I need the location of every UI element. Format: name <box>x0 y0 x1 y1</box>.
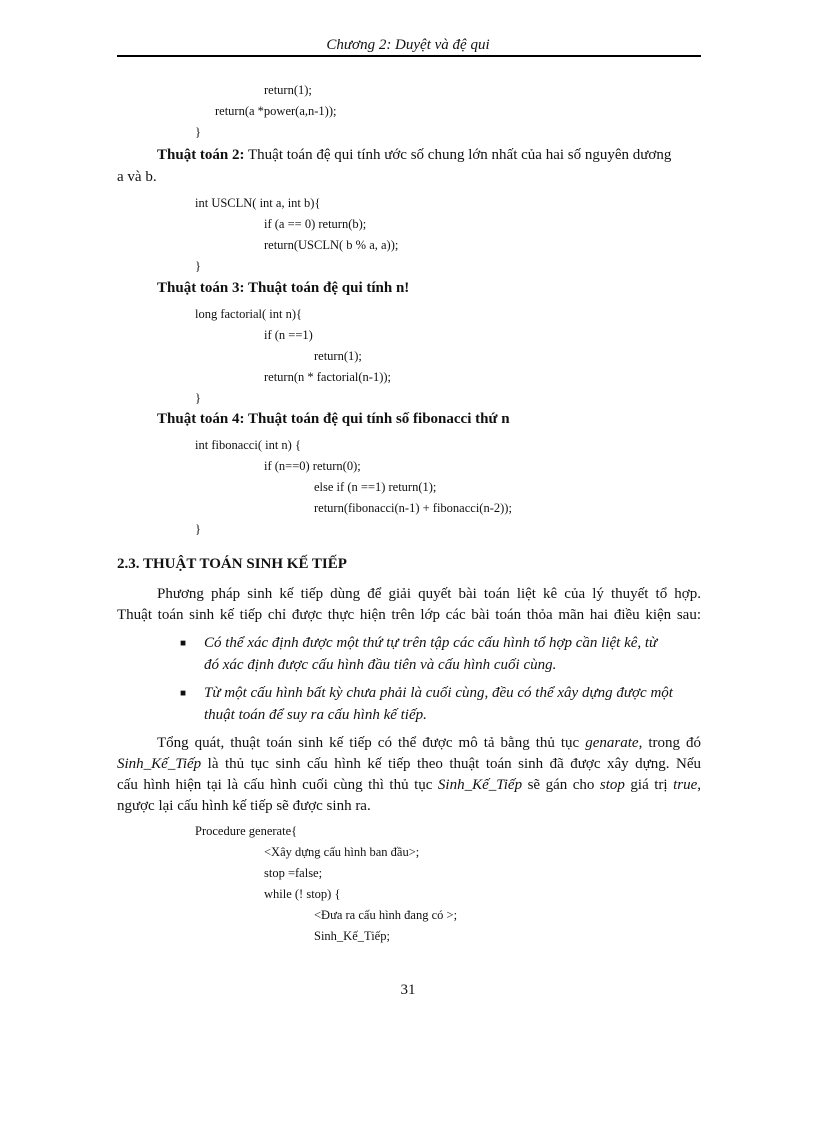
procedure-name: Sinh_Kế_Tiếp <box>437 777 523 793</box>
code-line: return(USCLN( b % a, a)); <box>264 238 399 252</box>
general-text: giá trị <box>624 777 674 793</box>
value-name: true <box>673 777 698 793</box>
algo2-desc-line1: Thuật toán đệ qui tính ước số chung lớn nhất của hai số nguyên dương <box>244 147 672 163</box>
bullet-2-line1: Từ một cấu hình bất kỳ chưa phải là cuối cùng, đều có thể xây dựng được một <box>204 685 673 701</box>
general-text: sẽ gán cho <box>522 777 600 793</box>
section-heading: 2.3. THUẬT TOÁN SINH KẾ TIẾP <box>117 556 347 572</box>
bullet-marker: ■ <box>180 638 187 649</box>
code-line: return(fibonacci(n-1) + fibonacci(n-2)); <box>314 501 512 515</box>
code-line: int USCLN( int a, int b){ <box>195 196 321 210</box>
intro-line1: Phương pháp sinh kế tiếp dùng để giải quyết bài toán liệt kê của lý thuyết tổ hợp. <box>157 586 701 602</box>
page-number: 31 <box>400 982 416 998</box>
bullet-1-line2: đó xác định được cấu hình đầu tiên và cấu hình cuối cùng. <box>204 657 557 673</box>
algo2-desc-line2: a và b. <box>117 169 157 185</box>
header-rule <box>117 55 701 57</box>
general-text: Tổng quát, thuật toán sinh kế tiếp có thể được mô tả bằng thủ tục <box>157 735 586 751</box>
algo2-description <box>157 147 671 164</box>
procedure-name: genarate <box>585 735 639 751</box>
code-line: if (n==0) return(0); <box>264 459 361 473</box>
code-line: else if (n ==1) return(1); <box>314 480 437 494</box>
code-line: } <box>195 259 201 273</box>
code-line: if (n ==1) <box>264 328 313 342</box>
code-line: } <box>195 125 201 139</box>
code-line: Procedure generate{ <box>195 824 298 838</box>
bullet-2-line2: thuật toán để suy ra cấu hình kế tiếp. <box>204 707 427 723</box>
code-line: long factorial( int n){ <box>195 307 303 321</box>
general-line3 <box>117 777 701 794</box>
general-text: , trong đó <box>638 735 701 751</box>
code-line: stop =false; <box>264 866 323 880</box>
general-line1 <box>117 735 701 752</box>
code-line: return(n * factorial(n-1)); <box>264 370 392 384</box>
code-line: <Đưa ra cấu hình đang có >; <box>314 908 458 922</box>
code-line: return(1); <box>314 349 362 363</box>
code-line: Sinh_Kế_Tiếp; <box>314 929 390 943</box>
general-text: là thủ tục sinh cấu hình kế tiếp theo thuật toán sinh đã được xây dựng. Nếu <box>201 756 701 772</box>
general-line4: ngược lại cấu hình kế tiếp sẽ được sinh ra. <box>117 798 371 814</box>
code-line: return(1); <box>264 83 312 97</box>
code-line: return(a *power(a,n-1)); <box>215 104 337 118</box>
algo2-label: Thuật toán 2: <box>157 147 245 163</box>
algo4-title: Thuật toán 4: Thuật toán đệ qui tính số fibonacci thứ n <box>157 411 510 427</box>
general-line2 <box>117 756 701 773</box>
code-line: <Xây dựng cấu hình ban đầu>; <box>264 845 420 859</box>
code-line: if (a == 0) return(b); <box>264 217 367 231</box>
code-line: while (! stop) { <box>264 887 341 901</box>
bullet-marker: ■ <box>180 688 187 699</box>
algo3-title: Thuật toán 3: Thuật toán đệ qui tính n! <box>157 280 410 296</box>
code-line: } <box>195 391 201 405</box>
code-line: } <box>195 522 201 536</box>
general-text: cấu hình hiện tại là cấu hình cuối cùng thì thủ tục <box>117 777 438 793</box>
code-line: int fibonacci( int n) { <box>195 438 301 452</box>
variable-name: stop <box>599 777 625 793</box>
bullet-1-line1: Có thể xác định được một thứ tự trên tập các cấu hình tổ hợp cần liệt kê, từ <box>204 635 658 651</box>
intro-line2: Thuật toán sinh kế tiếp chỉ được thực hiện trên lớp các bài toán thỏa mãn hai điều kiện sau: <box>117 607 701 623</box>
page-header-title: Chương 2: Duyệt và đệ qui <box>326 37 490 53</box>
general-text: , <box>697 777 701 793</box>
procedure-name: Sinh_Kế_Tiếp <box>117 756 202 772</box>
